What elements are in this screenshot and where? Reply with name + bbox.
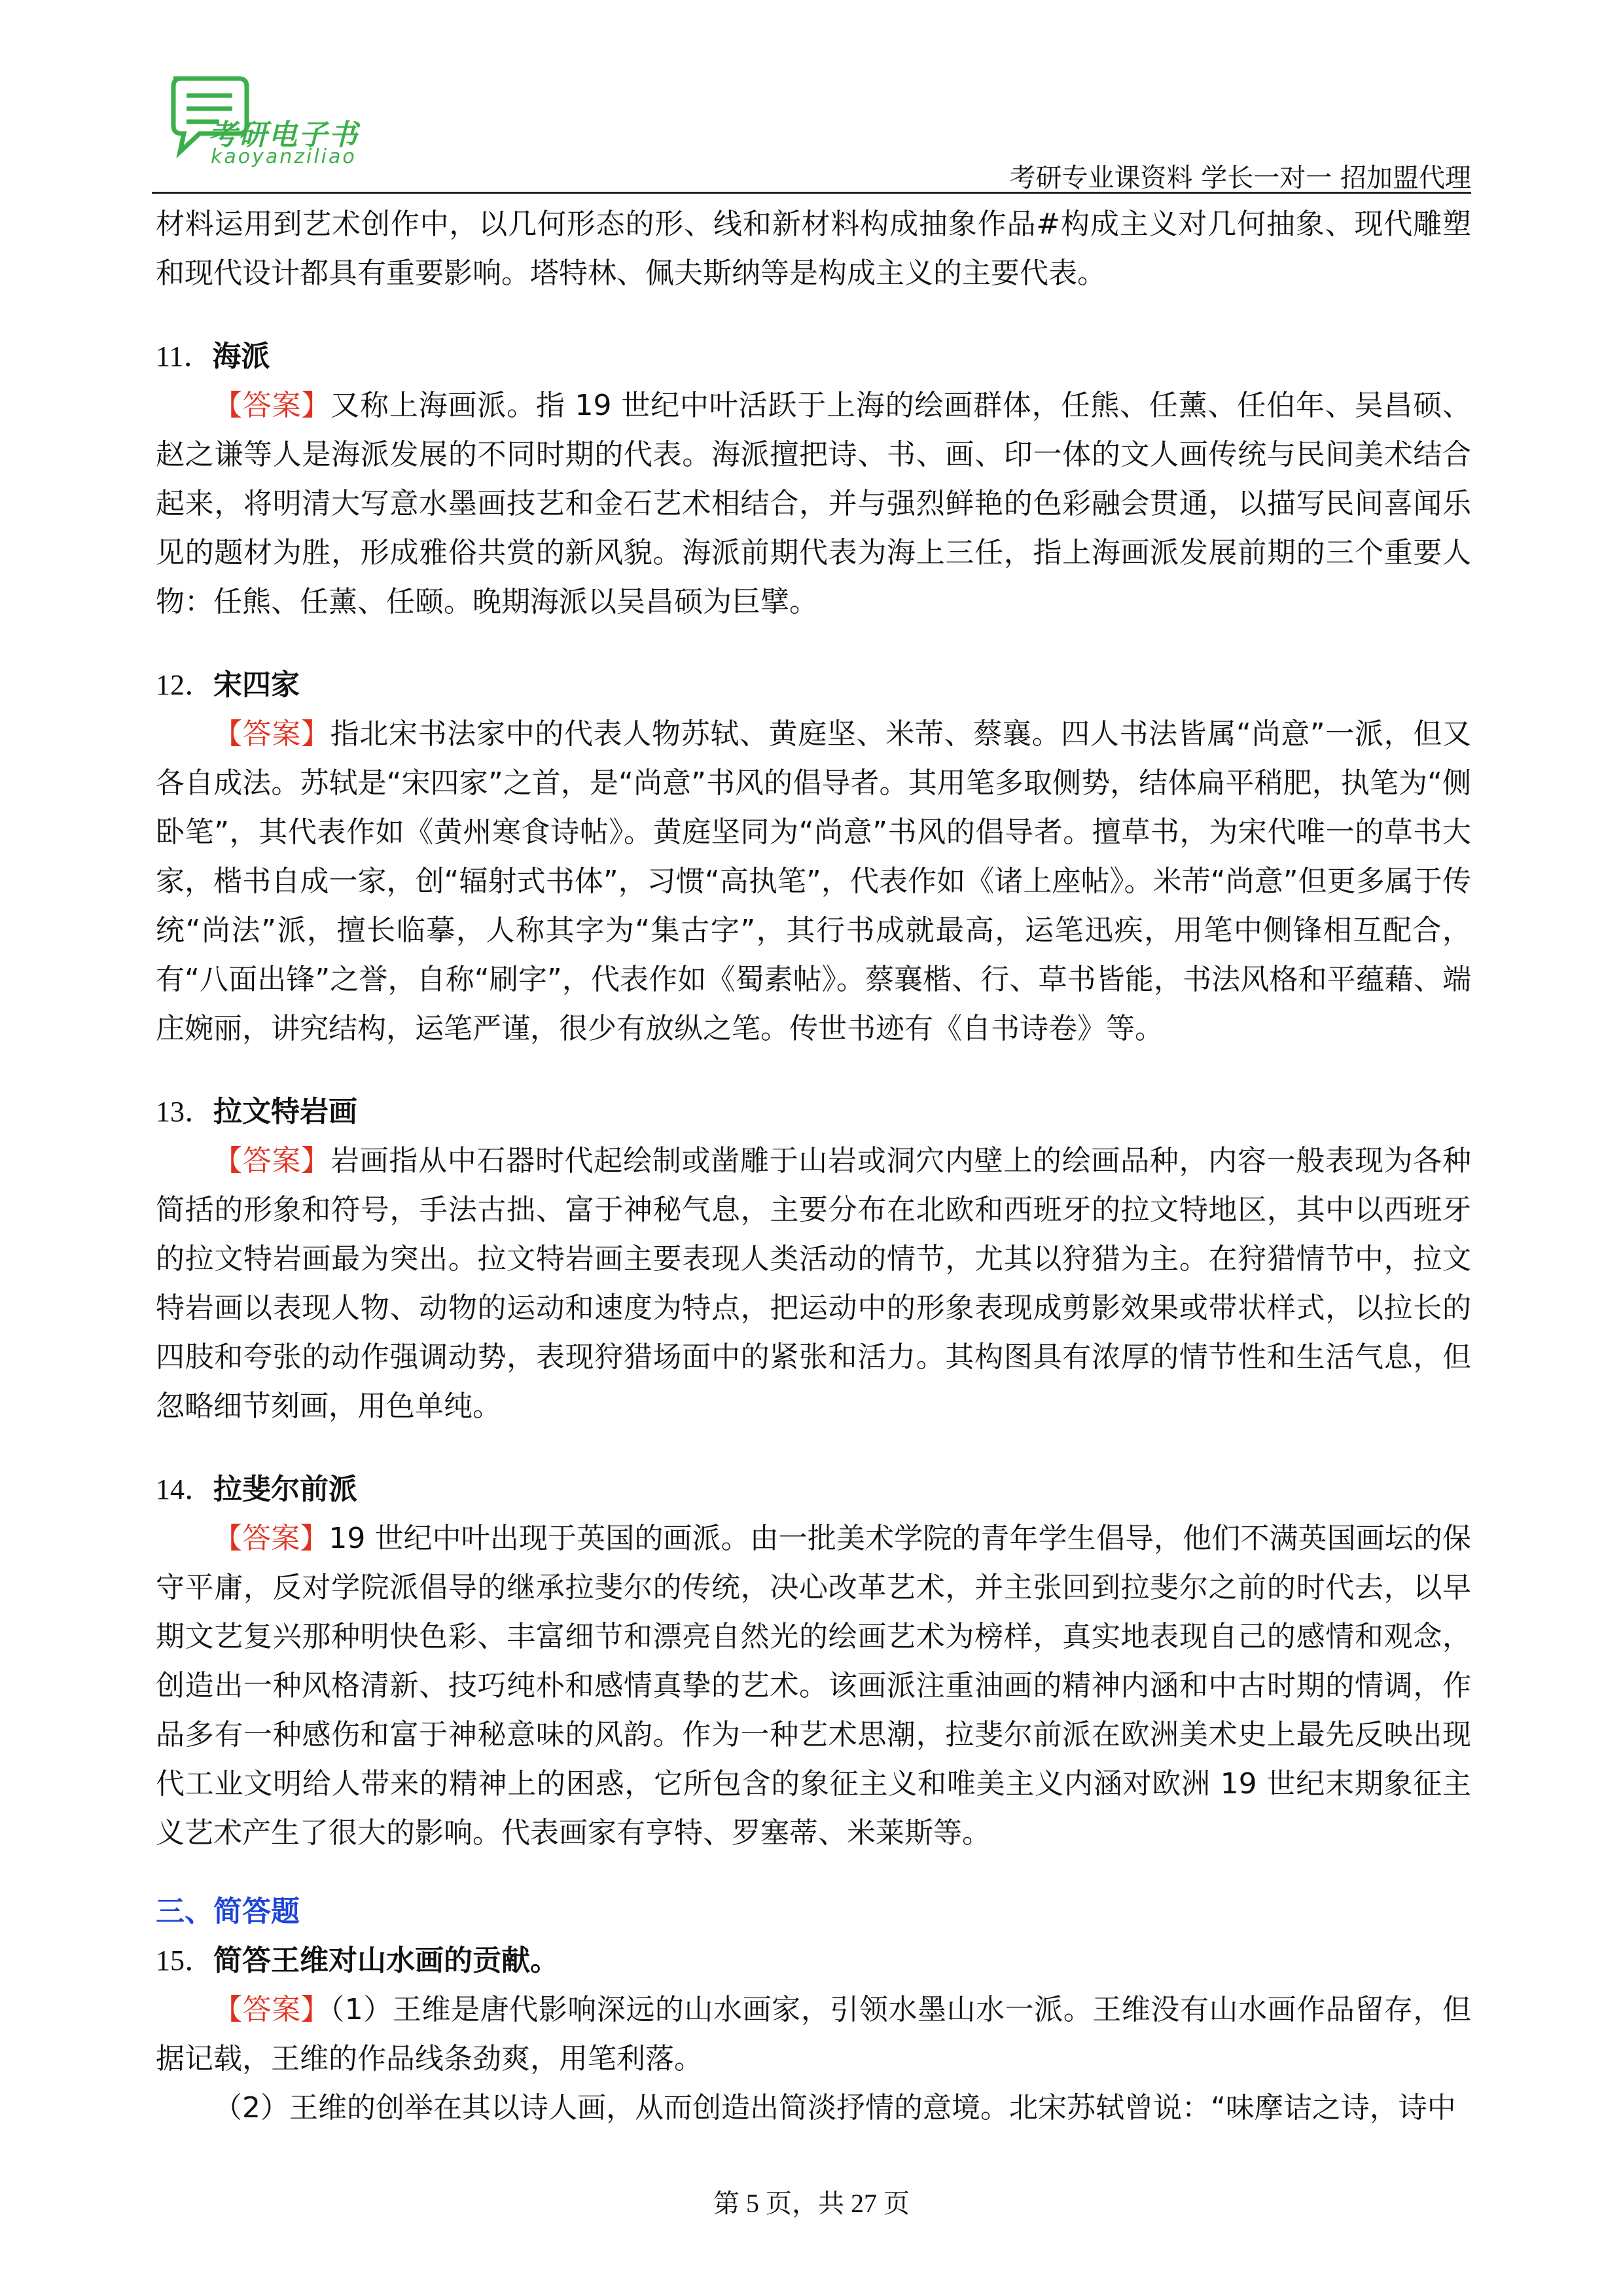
answer-text: （1）王维是唐代影响深远的山水画家，引领水墨山水一派。王维没有山水画作品留存，但据记载，王维的作品线条劲爽，用笔利落。	[156, 1993, 1471, 2075]
question-12-title	[156, 660, 1471, 709]
question-number: 15．	[156, 1945, 213, 1977]
question-14-answer	[156, 1514, 1471, 1857]
page-number: 第 5 页，共 27 页	[713, 2189, 910, 2218]
question-name: 拉文特岩画	[213, 1095, 357, 1128]
answer-text: 19 世纪中叶出现于英国的画派。由一批美术学院的青年学生倡导，他们不满英国画坛的保守平庸，反对学院派倡导的继承拉斐尔的传统，决心改革艺术，并主张回到拉斐尔之前的时代去，以早期文艺复兴那种明快色彩、丰富细节和漂亮自然光的绘画艺术为榜样，真实地表现自己的感情和观念，创造出一种风格清新、技巧纯朴和感情真挚的艺术。该画派注重油画的精神内涵和中古时期的情调，作品多有一种感伤和富于神秘意味的风韵。作为一种艺术思潮，拉斐尔前派在欧洲美术史上最先反映出现代工业文明给人带来的精神上的困惑，它所包含的象征主义和唯美主义内涵对欧洲 19 世纪末期象征主义艺术产生了很大的影响。代表画家有亨特、罗塞蒂、米莱斯等。	[156, 1522, 1471, 1850]
header-tagline: 考研专业课资料 学长一对一 招加盟代理	[1009, 163, 1471, 193]
question-number: 14．	[156, 1473, 213, 1505]
answer-label: 【答案】	[213, 1144, 330, 1177]
page-header	[0, 0, 1623, 196]
question-name: 简答王维对山水画的贡献。	[213, 1944, 559, 1977]
question-name: 宋四家	[213, 668, 300, 702]
question-14-title	[156, 1465, 1471, 1514]
question-15-title	[156, 1936, 1471, 1985]
logo-subtext: kaoyanziliao	[211, 145, 357, 168]
answer-label: 【答案】	[213, 389, 331, 422]
question-number: 11．	[156, 340, 213, 372]
question-name: 海派	[212, 340, 270, 373]
answer-text: 指北宋书法家中的代表人物苏轼、黄庭坚、米芾、蔡襄。四人书法皆属“尚意”一派，但又各自成法。苏轼是“宋四家”之首，是“尚意”书风的倡导者。其用笔多取侧势，结体扁平稍肥，执笔为“侧卧笔”，其代表作如《黄州寒食诗帖》。黄庭坚同为“尚意”书风的倡导者。擅草书，为宋代唯一的草书大家，楷书自成一家，创“辐射式书体”，习惯“高执笔”，代表作如《诸上座帖》。米芾“尚意”但更多属于传统“尚法”派，擅长临摹，人称其字为“集古字”，其行书成就最高，运笔迅疾，用笔中侧锋相互配合，有“八面出锋”之誉，自称“刷字”，代表作如《蜀素帖》。蔡襄楷、行、草书皆能，书法风格和平蕴藉、端庄婉丽，讲究结构，运笔严谨，很少有放纵之笔。传世书迹有《自书诗卷》等。	[156, 717, 1472, 1045]
header-divider	[152, 192, 1471, 194]
answer-text: 岩画指从中石器时代起绘制或凿雕于山岩或洞穴内壁上的绘画品种，内容一般表现为各种简括的形象和符号，手法古拙、富于神秘气息，主要分布在北欧和西班牙的拉文特地区，其中以西班牙的拉文特岩画最为突出。拉文特岩画主要表现人类活动的情节，尤其以狩猎为主。在狩猎情节中，拉文特岩画以表现人物、动物的运动和速度为特点，把运动中的形象表现成剪影效果或带状样式，以拉长的四肢和夸张的动作强调动势，表现狩猎场面中的紧张和活力。其构图具有浓厚的情节性和生活气息，但忽略细节刻画，用色单纯。	[156, 1144, 1471, 1423]
question-15-answer	[156, 1985, 1471, 2083]
page-content	[156, 200, 1471, 2132]
question-number: 12．	[156, 669, 213, 701]
answer-label: 【答案】	[213, 1993, 330, 2026]
intro-paragraph: 材料运用到艺术创作中，以几何形态的形、线和新材料构成抽象作品#构成主义对几何抽象、现代雕塑和现代设计都具有重要影响。塔特林、佩夫斯纳等是构成主义的主要代表。	[156, 207, 1471, 290]
answer-text: 又称上海画派。指 19 世纪中叶活跃于上海的绘画群体，任熊、任薰、任伯年、吴昌硕、赵之谦等人是海派发展的不同时期的代表。海派擅把诗、书、画、印一体的文人画传统与民间美术结合起来，将明清大写意水墨画技艺和金石艺术相结合，并与强烈鲜艳的色彩融会贯通，以描写民间喜闻乐见的题材为胜，形成雅俗共赏的新风貌。海派前期代表为海上三任，指上海画派发展前期的三个重要人物：任熊、任薰、任颐。晚期海派以吴昌硕为巨擘。	[156, 389, 1471, 619]
answer-label: 【答案】	[213, 1522, 329, 1555]
question-11-title	[156, 332, 1471, 381]
question-12-answer	[156, 709, 1471, 1053]
question-15-answer-2: （2）王维的创举在其以诗人画，从而创造出简淡抒情的意境。北宋苏轼曾说：“味摩诘之诗，诗中	[213, 2091, 1456, 2125]
question-number: 13．	[156, 1096, 213, 1128]
question-name: 拉斐尔前派	[213, 1473, 357, 1506]
question-13-answer	[156, 1136, 1471, 1431]
answer-label: 【答案】	[213, 717, 330, 751]
logo-text: 考研电子书	[208, 118, 359, 152]
question-13-title	[156, 1087, 1471, 1136]
section-title: 三、简答题	[156, 1895, 300, 1928]
question-11-answer	[156, 381, 1471, 626]
